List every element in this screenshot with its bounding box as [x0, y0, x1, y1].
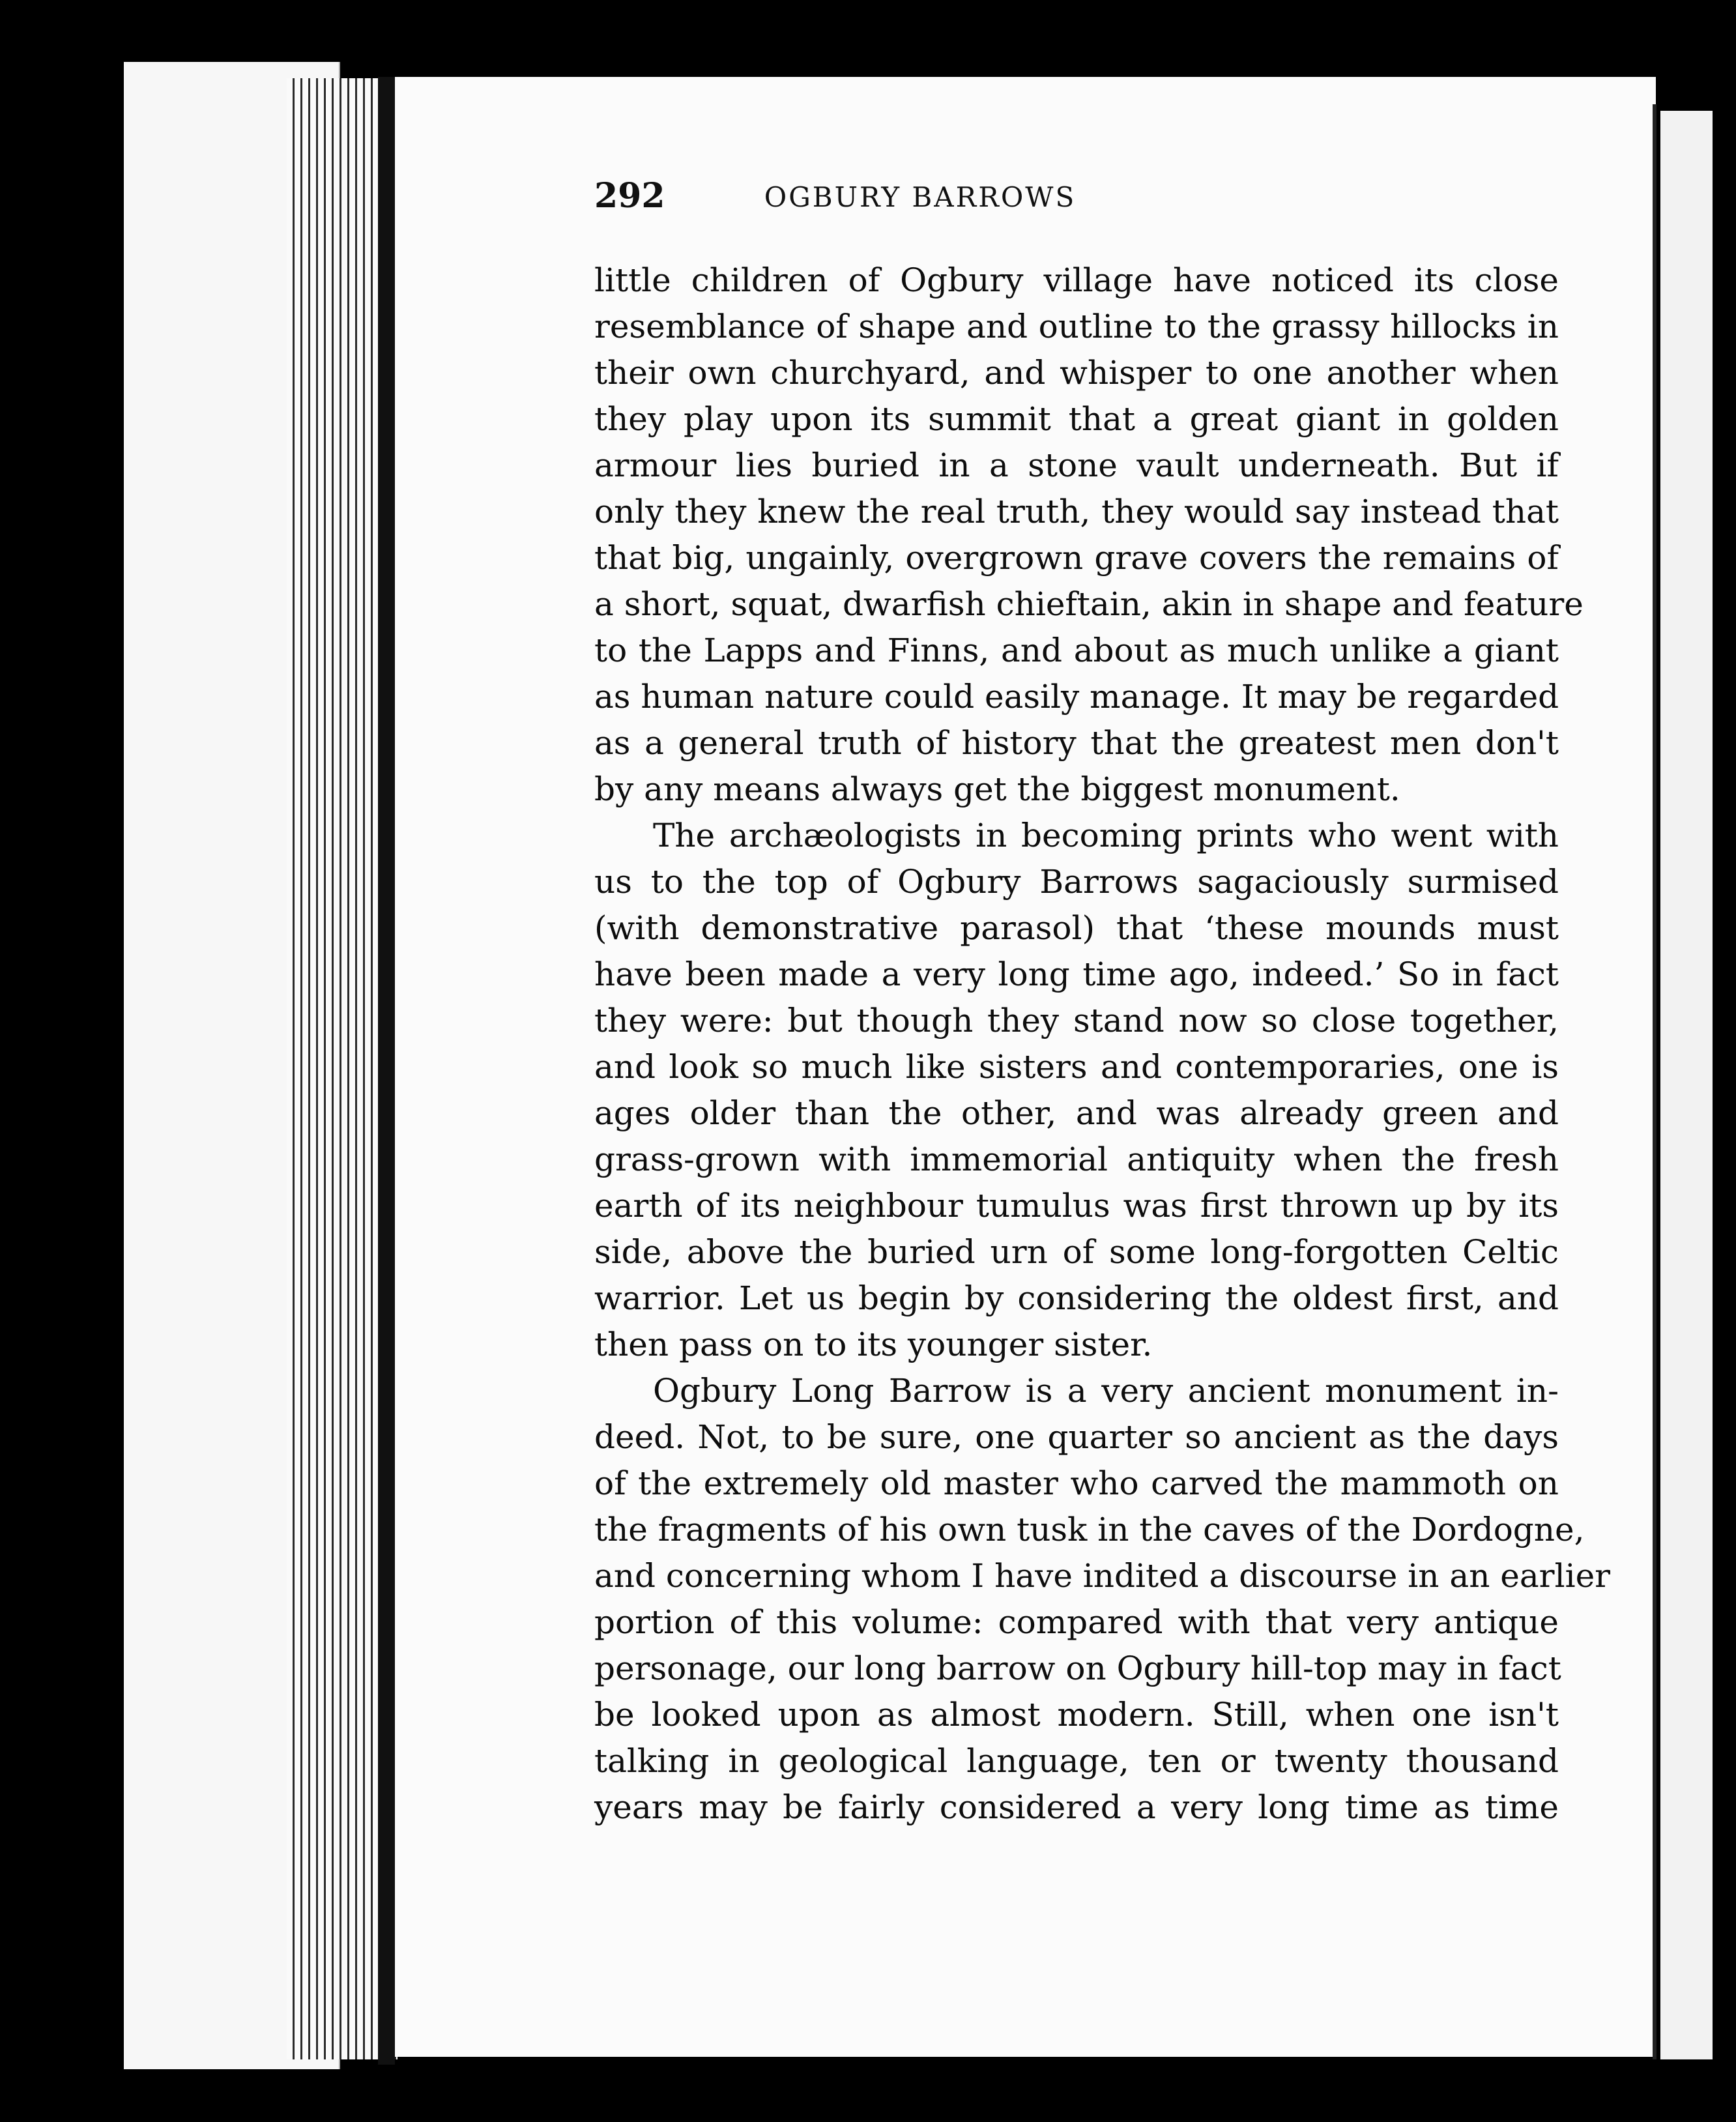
text-line: earth of its neighbour tumulus was first thrown up by its: [594, 1187, 1559, 1225]
text-line: grass-grown with immemorial antiquity when the fresh: [594, 1141, 1559, 1178]
text-line: portion of this volume: compared with that very antique: [594, 1603, 1559, 1641]
text-line: that big, ungainly, overgrown grave covers the remains of: [594, 539, 1559, 577]
text-line: side, above the buried urn of some long-forgotten Celtic: [594, 1233, 1559, 1271]
text-line: (with demonstrative parasol) that ‘these mounds must: [594, 909, 1559, 947]
text-line: of the extremely old master who carved the mammoth on: [594, 1464, 1559, 1502]
text-line: to the Lapps and Finns, and about as much unlike a giant: [594, 632, 1559, 669]
page-right-edge: [1653, 104, 1656, 2059]
paragraph-2: [594, 813, 1559, 1368]
text-line: as a general truth of history that the greatest men don't: [594, 724, 1559, 762]
text-line: armour lies buried in a stone vault underneath. But if: [594, 446, 1559, 484]
paragraph-3: [594, 1368, 1611, 1831]
text-line: The archæologists in becoming prints who went with: [653, 817, 1559, 854]
text-line: Ogbury Long Barrow is a very ancient monument in-: [653, 1372, 1559, 1410]
body-text: [594, 257, 1611, 1831]
next-page-sliver: [1660, 111, 1713, 2059]
text-line: as human nature could easily manage. It may be regarded: [594, 678, 1559, 716]
text-line: years may be fairly considered a very long time as time: [594, 1788, 1559, 1826]
text-line: us to the top of Ogbury Barrows sagaciously surmised: [594, 863, 1559, 901]
text-line: only they knew the real truth, they would say instead that: [594, 493, 1559, 530]
text-line: personage, our long barrow on Ogbury hill-top may in fact: [594, 1650, 1561, 1687]
text-line: little children of Ogbury village have noticed its close: [594, 261, 1559, 299]
text-line: have been made a very long time ago, indeed.’ So in fact: [594, 955, 1559, 993]
text-line: ages older than the other, and was already green and: [594, 1094, 1559, 1132]
paragraph-1: [594, 257, 1584, 813]
text-line: by any means always get the biggest monument.: [594, 770, 1400, 808]
page-header: [594, 176, 1254, 222]
text-line: and concerning whom I have indited a discourse in an earlier: [594, 1557, 1611, 1595]
page-number: 292: [594, 176, 665, 216]
running-title: OGBURY BARROWS: [764, 181, 1077, 213]
text-line: their own churchyard, and whisper to one another when: [594, 354, 1559, 392]
text-line: talking in geological language, ten or twenty thousand: [594, 1742, 1559, 1780]
text-line: they play upon its summit that a great giant in golden: [594, 400, 1559, 438]
text-line: warrior. Let us begin by considering the oldest first, and: [594, 1279, 1559, 1317]
text-line: be looked upon as almost modern. Still, when one isn't: [594, 1696, 1559, 1734]
text-line: then pass on to its younger sister.: [594, 1326, 1153, 1363]
text-line: they were: but though they stand now so close together,: [594, 1002, 1559, 1039]
text-line: and look so much like sisters and contemporaries, one is: [594, 1048, 1559, 1086]
text-line: the fragments of his own tusk in the caves of the Dordogne,: [594, 1511, 1585, 1548]
spine-shadow: [378, 77, 395, 2065]
text-line: resemblance of shape and outline to the grassy hillocks in: [594, 308, 1559, 345]
text-line: deed. Not, to be sure, one quarter so ancient as the days: [594, 1418, 1559, 1456]
text-line: a short, squat, dwarfish chieftain, akin in shape and feature: [594, 585, 1584, 623]
